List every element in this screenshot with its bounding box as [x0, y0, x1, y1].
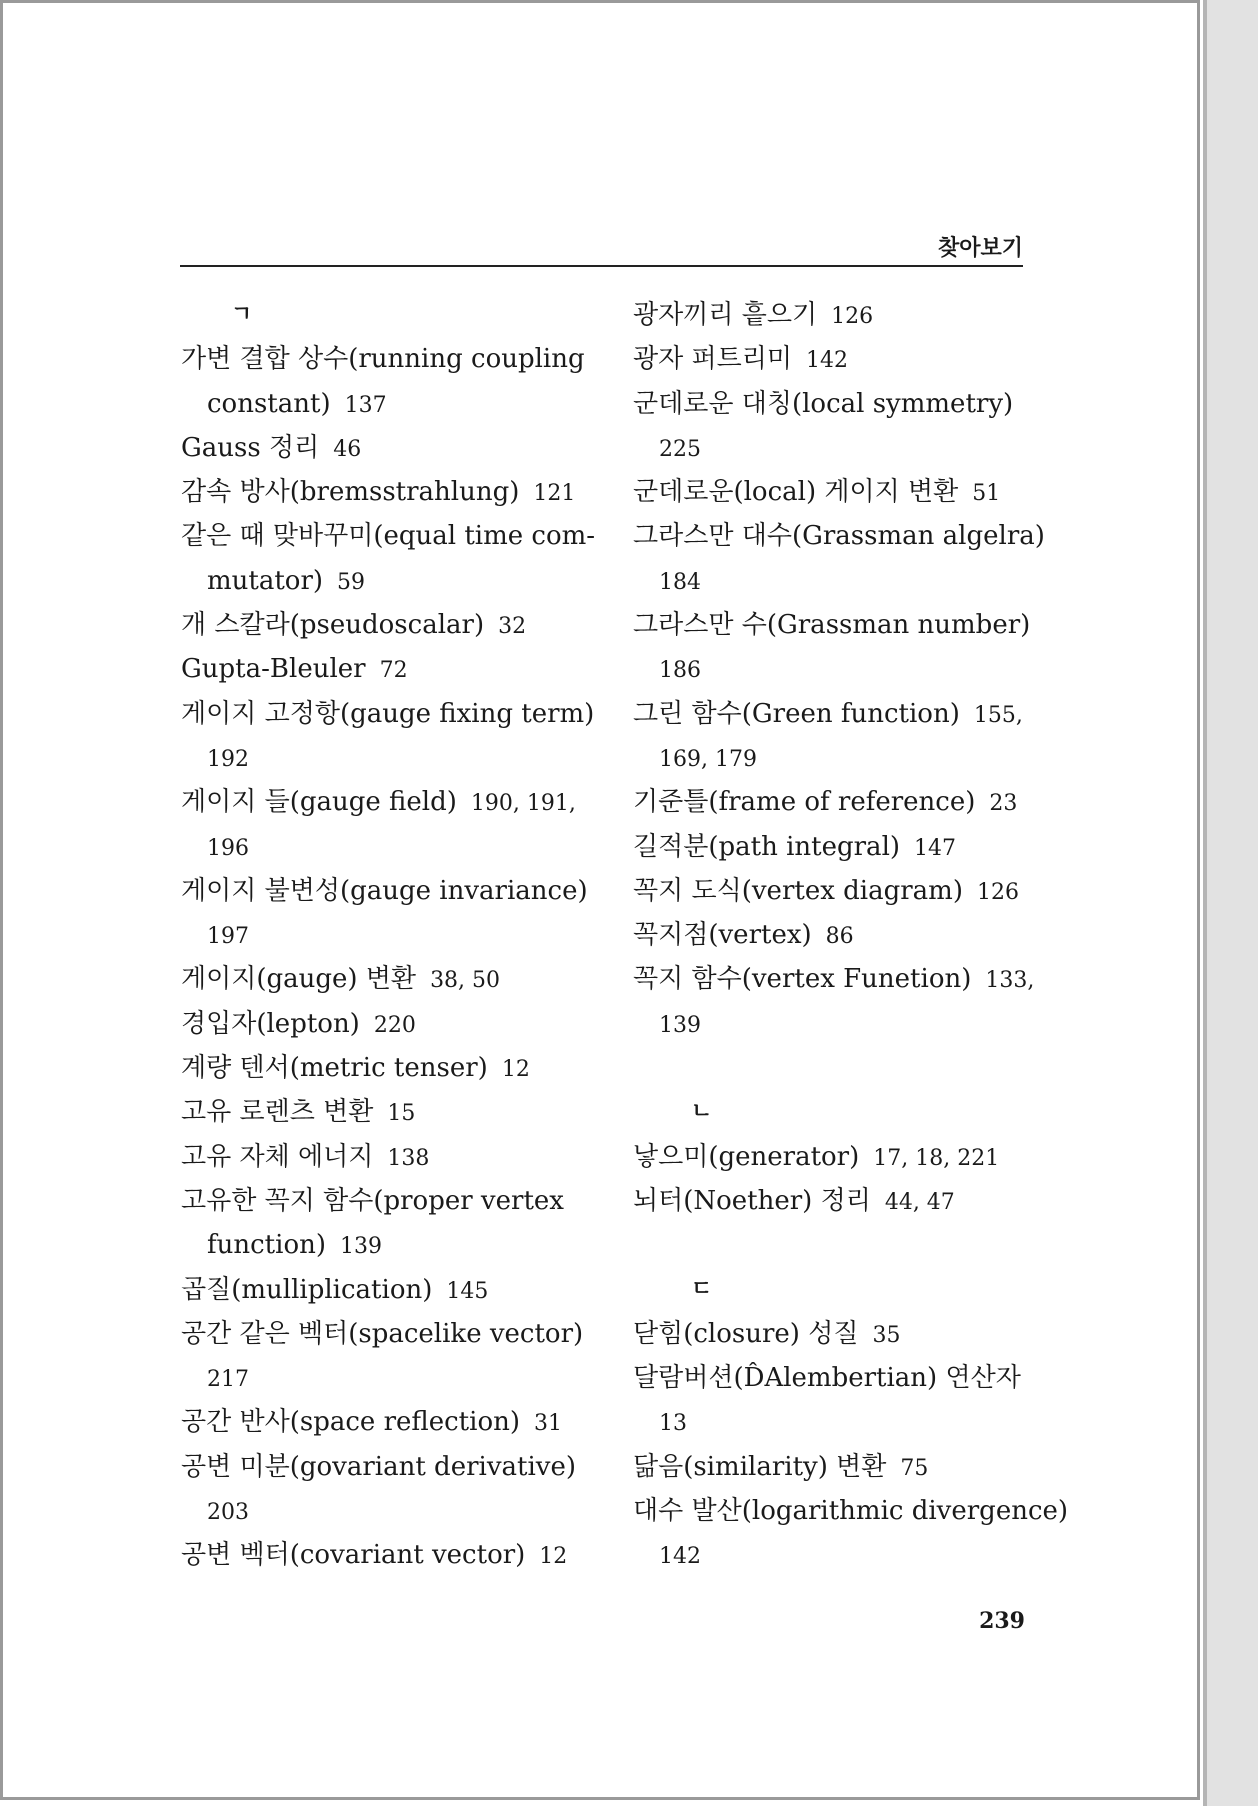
index-term: 고유 자체 에너지 — [181, 1141, 374, 1172]
section-gap — [633, 1223, 1033, 1267]
header-rule — [180, 265, 1023, 267]
index-term: 공간 같은 벡터(spacelike vector) — [181, 1318, 584, 1349]
page-reference: 75 — [900, 1455, 929, 1481]
page-reference: 192 — [207, 746, 249, 772]
page-reference: 133, — [985, 968, 1035, 994]
index-section-letter: ㄱ — [231, 302, 253, 327]
index-term: 그린 함수(Green function) — [633, 698, 960, 729]
page-reference: 13 — [659, 1411, 687, 1437]
page-reference: 139 — [659, 1012, 701, 1038]
page-reference: 138 — [387, 1145, 430, 1171]
index-entry-continuation — [181, 559, 601, 603]
page-reference: 15 — [387, 1101, 416, 1127]
index-entry — [633, 1356, 1033, 1400]
page-reference: 12 — [539, 1544, 568, 1570]
index-term: Gupta-Bleuler — [181, 654, 366, 685]
section-gap — [633, 1046, 1033, 1090]
index-section-letter: ㄷ — [691, 1276, 713, 1302]
index-entry — [181, 1179, 601, 1223]
index-entry — [633, 869, 1033, 913]
page-reference: 147 — [914, 835, 957, 861]
index-entry — [181, 869, 601, 913]
index-entry — [633, 293, 1033, 337]
index-entry — [181, 1312, 601, 1356]
page-reference: 155, — [973, 702, 1023, 728]
index-entry-continuation — [181, 1356, 601, 1400]
index-term: 달람버션(D̂Alembertian) 연산자 — [633, 1363, 1021, 1394]
index-term: 고유 로렌츠 변환 — [181, 1097, 374, 1128]
index-term: 군데로운 대칭(local symmetry) — [633, 388, 1014, 419]
index-entry — [633, 1445, 1033, 1489]
page-reference: 220 — [373, 1012, 416, 1038]
index-term: 뇌터(Noether) 정리 — [633, 1185, 871, 1216]
page-reference: 217 — [207, 1367, 249, 1393]
index-term: 그라스만 수(Grassman number) — [633, 610, 1031, 641]
index-term: 꼭지 도식(vertex diagram) — [633, 875, 963, 906]
index-term: mutator) — [207, 565, 324, 596]
index-term: 꼭지점(vertex) — [633, 920, 812, 951]
index-term: 고유한 꼭지 함수(proper vertex — [181, 1185, 564, 1216]
index-term: 게이지(gauge) 변환 — [181, 964, 417, 995]
index-entry — [181, 1445, 601, 1489]
index-entry-continuation — [633, 736, 1033, 780]
page-reference: 126 — [831, 304, 874, 329]
index-entry-continuation — [181, 736, 601, 780]
right-index-column — [633, 293, 1069, 1578]
index-term: constant) — [207, 388, 331, 419]
index-entry — [181, 470, 601, 514]
page-reference: 12 — [501, 1057, 530, 1083]
index-entry — [633, 957, 1033, 1001]
index-entry — [181, 957, 601, 1001]
index-term: 길적분(path integral) — [633, 831, 901, 862]
index-entry — [181, 1135, 601, 1179]
page-edge-shadow — [1203, 0, 1207, 1806]
page-reference: 190, 191, — [470, 791, 576, 817]
index-entry-continuation — [633, 426, 1033, 470]
index-term: 계량 텐서(metric tenser) — [181, 1053, 488, 1084]
index-entry-continuation — [181, 825, 601, 869]
index-entry-continuation — [181, 1489, 601, 1533]
index-entry — [181, 603, 601, 647]
index-entry — [633, 382, 1033, 426]
page-reference: 197 — [207, 924, 249, 950]
page-reference: 139 — [339, 1234, 382, 1260]
index-entry — [181, 780, 601, 824]
index-entry — [633, 825, 1033, 869]
viewer-background-strip — [1203, 0, 1258, 1806]
page-reference: 137 — [344, 392, 387, 418]
page-reference: 145 — [446, 1278, 489, 1304]
index-entry — [633, 692, 1033, 736]
index-entry — [633, 1179, 1033, 1223]
index-term: 낳으미(generator) — [633, 1141, 860, 1172]
index-entry — [633, 1312, 1033, 1356]
index-term: 꼭지 함수(vertex Funetion) — [633, 964, 972, 995]
index-term: 게이지 들(gauge field) — [181, 787, 457, 818]
index-term: 게이지 불변성(gauge invariance) — [181, 875, 588, 906]
index-entry — [633, 780, 1033, 824]
index-entry — [633, 337, 1033, 381]
page-reference: 196 — [207, 835, 249, 861]
index-entry-continuation — [633, 1400, 1033, 1444]
page-reference: 51 — [972, 481, 1001, 507]
index-term: 감속 방사(bremsstrahlung) — [181, 477, 520, 508]
page-reference: 38, 50 — [430, 968, 501, 994]
index-entry — [633, 603, 1033, 647]
index-term: 광자 퍼트리미 — [633, 344, 792, 375]
index-entry — [633, 470, 1033, 514]
page-reference: 186 — [659, 658, 701, 684]
index-term: 공변 미분(govariant derivative) — [181, 1451, 577, 1482]
index-entry — [181, 1268, 601, 1312]
index-entry-continuation — [181, 382, 601, 426]
index-entry-continuation — [633, 1533, 1033, 1577]
page-reference: 46 — [333, 436, 362, 462]
index-entry — [181, 1002, 601, 1046]
page-reference: 31 — [533, 1411, 562, 1437]
page-reference: 184 — [659, 569, 701, 595]
index-entry — [181, 1400, 601, 1444]
page-reference: 225 — [659, 436, 701, 462]
index-entry — [181, 1046, 601, 1090]
page-reference: 23 — [989, 791, 1018, 817]
index-entry-continuation — [181, 1223, 601, 1267]
page-reference: 72 — [379, 658, 408, 684]
index-term: function) — [207, 1230, 326, 1261]
index-entry — [181, 1090, 601, 1134]
page-reference: 35 — [872, 1322, 901, 1348]
index-entry — [633, 514, 1045, 558]
page-reference: 126 — [976, 879, 1019, 905]
page-reference: 169, 179 — [659, 746, 757, 772]
index-entry — [181, 337, 601, 381]
index-term: 대수 발산(logarithmic divergence) — [633, 1496, 1069, 1527]
index-entry-continuation — [633, 559, 1033, 603]
left-index-column — [181, 293, 601, 1578]
index-term: 광자끼리 흩으기 — [633, 300, 818, 330]
index-term: 닫힘(closure) 성질 — [633, 1318, 859, 1349]
index-entry — [633, 1135, 1033, 1179]
index-term: 그라스만 대수(Grassman algelra) — [633, 521, 1045, 552]
index-entry — [181, 514, 601, 558]
page-reference: 59 — [337, 569, 366, 595]
index-term: 기준틀(frame of reference) — [633, 787, 976, 818]
index-term: 곱질(mulliplication) — [181, 1274, 433, 1305]
page-reference: 142 — [659, 1544, 701, 1570]
index-term: 같은 때 맞바꾸미(equal time com- — [181, 521, 596, 552]
index-entry-continuation — [633, 1002, 1033, 1046]
index-entry — [181, 647, 601, 691]
index-term: 공간 반사(space reflection) — [181, 1407, 520, 1438]
index-entry — [181, 426, 601, 470]
page-reference: 142 — [805, 348, 848, 374]
page-reference: 203 — [207, 1500, 249, 1526]
index-entry — [633, 913, 1033, 957]
index-term: 가변 결합 상수(running coupling — [181, 344, 585, 375]
index-term: Gauss 정리 — [181, 432, 320, 463]
index-term: 닮음(similarity) 변환 — [633, 1451, 887, 1482]
index-term: 공변 벡터(covariant vector) — [181, 1540, 526, 1571]
index-term: 개 스칼라(pseudoscalar) — [181, 610, 485, 641]
page-reference: 17, 18, 221 — [873, 1145, 1000, 1171]
page-reference: 121 — [533, 481, 576, 507]
page-reference: 44, 47 — [884, 1189, 955, 1215]
index-entry-continuation — [181, 913, 601, 957]
running-header-title: 찾아보기 — [937, 236, 1023, 261]
index-entry — [633, 1489, 1069, 1533]
index-term: 군데로운(local) 게이지 변환 — [633, 477, 959, 508]
page-reference: 86 — [825, 924, 854, 950]
index-entry — [181, 692, 601, 736]
page-reference: 32 — [498, 614, 527, 640]
page-number: 239 — [979, 1608, 1025, 1634]
index-section-letter: ㄴ — [691, 1099, 713, 1125]
index-term: 게이지 고정항(gauge fixing term) — [181, 698, 595, 729]
index-term: 경입자(lepton) — [181, 1008, 360, 1039]
index-entry-continuation — [633, 647, 1033, 691]
index-entry — [181, 1533, 601, 1577]
